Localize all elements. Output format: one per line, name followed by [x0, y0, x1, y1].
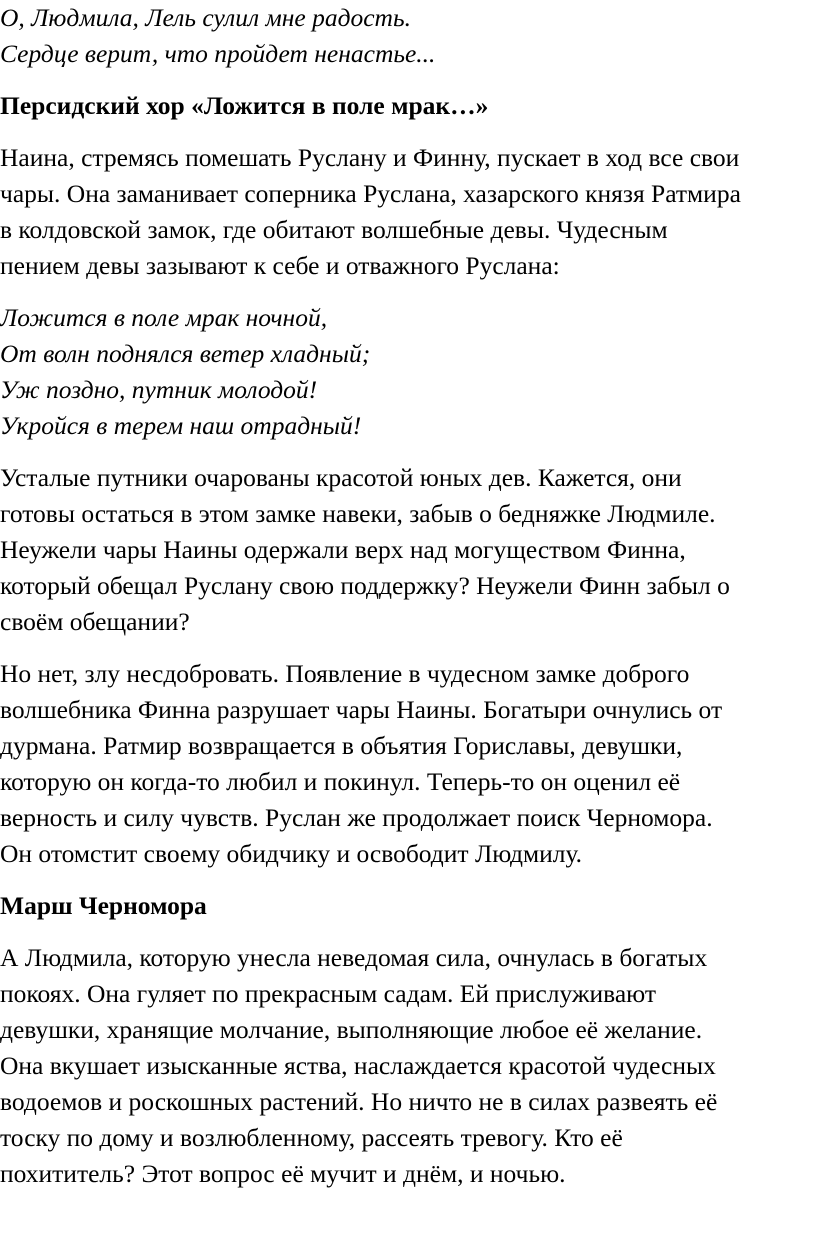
verse-chorus	[0, 300, 812, 444]
verse-line: От волн поднялся ветер хладный;	[0, 339, 371, 368]
paragraph-line: в колдовской замок, где обитают волшебные девы. Чудесным	[0, 215, 668, 244]
paragraph-line: водоемов и роскошных растений. Но ничто не в силах развеять её	[0, 1087, 718, 1116]
paragraph-line: Наина, стремясь помешать Руслану и Финну, пускает в ход все свои	[0, 143, 740, 172]
paragraph-line: готовы остаться в этом замке навеки, забыв о бедняжке Людмиле.	[0, 499, 716, 528]
paragraph-line: верность и силу чувств. Руслан же продолжает поиск Черномора.	[0, 803, 713, 832]
paragraph-line: покоях. Она гуляет по прекрасным садам. Ей прислуживают	[0, 979, 657, 1008]
verse-line: Ложится в поле мрак ночной,	[0, 303, 328, 332]
paragraph-line: дурмана. Ратмир возвращается в объятия Гориславы, девушки,	[0, 731, 683, 760]
paragraph-lyudmila	[0, 940, 812, 1192]
paragraph-line: Он отомстит своему обидчику и освободит Людмилу.	[0, 839, 583, 868]
paragraph-line: А Людмила, которую унесла неведомая сила, очнулась в богатых	[0, 943, 708, 972]
paragraph-line: волшебника Финна разрушает чары Наины. Богатыри очнулись от	[0, 695, 723, 724]
paragraph-line: Но нет, злу несдобровать. Появление в чудесном замке доброго	[0, 659, 690, 688]
section-heading-chernomor-march	[0, 888, 812, 924]
paragraph-line: Неужели чары Наины одержали верх над могуществом Финна,	[0, 535, 686, 564]
paragraph-line: чары. Она заманивает соперника Руслана, хазарского князя Ратмира	[0, 179, 741, 208]
paragraph-naina	[0, 140, 812, 284]
heading-text: Персидский хор «Ложится в поле мрак…»	[0, 91, 489, 120]
verse-line: Уж поздно, путник молодой!	[0, 375, 318, 404]
verse-line: Сердце верит, что пройдет ненастье...	[0, 39, 436, 68]
paragraph-travelers	[0, 460, 812, 640]
paragraph-line: своём обещании?	[0, 607, 190, 636]
verse-line: О, Людмила, Лель сулил мне радость.	[0, 3, 411, 32]
paragraph-line: Она вкушает изысканные яства, наслаждается красотой чудесных	[0, 1051, 716, 1080]
paragraph-line: которую он когда-то любил и покинул. Теперь-то он оценил её	[0, 767, 681, 796]
paragraph-line: тоску по дому и возлюбленному, рассеять тревогу. Кто её	[0, 1123, 623, 1152]
paragraph-line: Усталые путники очарованы красотой юных дев. Кажется, они	[0, 463, 682, 492]
verse-lel	[0, 0, 812, 72]
paragraph-line: девушки, хранящие молчание, выполняющие любое её желание.	[0, 1015, 703, 1044]
paragraph-finn	[0, 656, 812, 872]
heading-text: Марш Черномора	[0, 891, 207, 920]
paragraph-line: похититель? Этот вопрос её мучит и днём, и ночью.	[0, 1159, 566, 1188]
section-heading-persian-chorus	[0, 88, 812, 124]
paragraph-line: пением девы зазывают к себе и отважного Руслана:	[0, 251, 560, 280]
verse-line: Укройся в терем наш отрадный!	[0, 411, 362, 440]
paragraph-line: который обещал Руслану свою поддержку? Неужели Финн забыл о	[0, 571, 730, 600]
